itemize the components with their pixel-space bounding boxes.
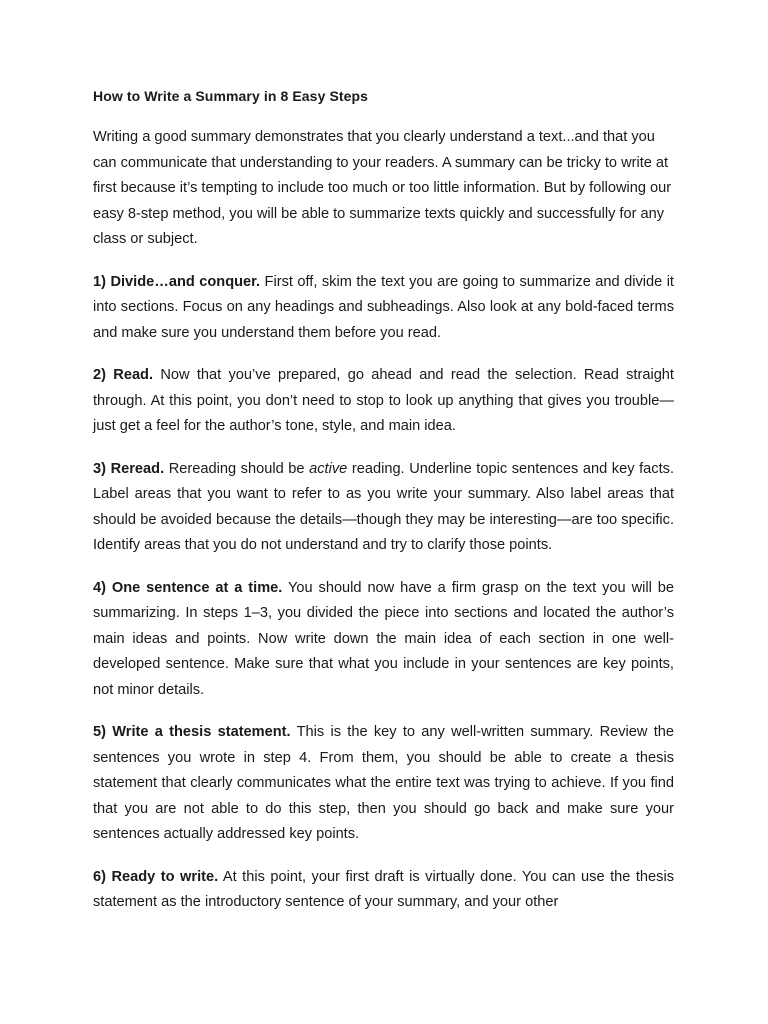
document-title: How to Write a Summary in 8 Easy Steps	[93, 88, 369, 104]
step-1-heading: 1) Divide…and conquer.	[93, 273, 261, 290]
step-5-heading: 5) Write a thesis statement.	[93, 724, 291, 740]
step-6-paragraph	[93, 865, 674, 916]
step-6-heading: 6) Ready to write.	[93, 868, 219, 885]
step-1-paragraph	[93, 270, 674, 347]
step-2-heading: 2) Read.	[93, 367, 154, 383]
document-page	[93, 84, 674, 933]
step-3-heading: 3) Reread.	[93, 460, 165, 477]
step-3-paragraph	[93, 457, 674, 559]
step-3-emphasis: active	[309, 460, 348, 477]
step-4-paragraph	[93, 576, 674, 704]
step-4-body: You should now have a firm grasp on the text you will be summarizing. In steps 1–3, you divided the piece into sections and located the author’s main ideas and points. Now write down the main idea of each section in one well-developed sentence. Make sure that what you include in your sentences are key points, not minor details.	[93, 579, 674, 698]
step-4-heading: 4) One sentence at a time.	[93, 579, 283, 596]
step-1-body: First off, skim the text you are going to summarize and divide it into sections. Focus on any headings and subheadings. Also look at any bold-faced terms and make sure you understand them before you read.	[93, 273, 674, 341]
step-3-body-before: Rereading should be	[164, 460, 310, 477]
step-3-body-after: reading. Underline topic sentences and key facts. Label areas that you want to refer to as you write your summary. Also label areas that should be avoided because the details—though they may be interesting—are too specific. Identify areas that you do not understand and try to clarify those points.	[93, 460, 675, 553]
step-6-body: At this point, your first draft is virtually done. You can use the thesis statement as the introductory sentence of your summary, and your other	[93, 868, 674, 910]
step-2-paragraph	[93, 363, 674, 440]
step-5-body: This is the key to any well-written summary. Review the sentences you wrote in step 4. From them, you should be able to create a thesis statement that clearly communicates what the entire text was trying to achieve. If you find that you are not able to do this step, then you should go back and make sure your sentences actually addressed key points.	[93, 724, 674, 842]
intro-paragraph: Writing a good summary demonstrates that you clearly understand a text...and that you can communicate that understanding to your readers. A summary can be tricky to write at first because it’s tempting to include too much or too little information. But by following our easy 8-step method, you will be able to summarize texts quickly and successfully for any class or subject.	[93, 129, 672, 247]
step-2-body: Now that you’ve prepared, go ahead and read the selection. Read straight through. At this point, you don’t need to stop to look up anything that gives you trouble—just get a feel for the author’s tone, style, and main idea.	[93, 367, 674, 434]
step-5-paragraph	[93, 720, 674, 848]
